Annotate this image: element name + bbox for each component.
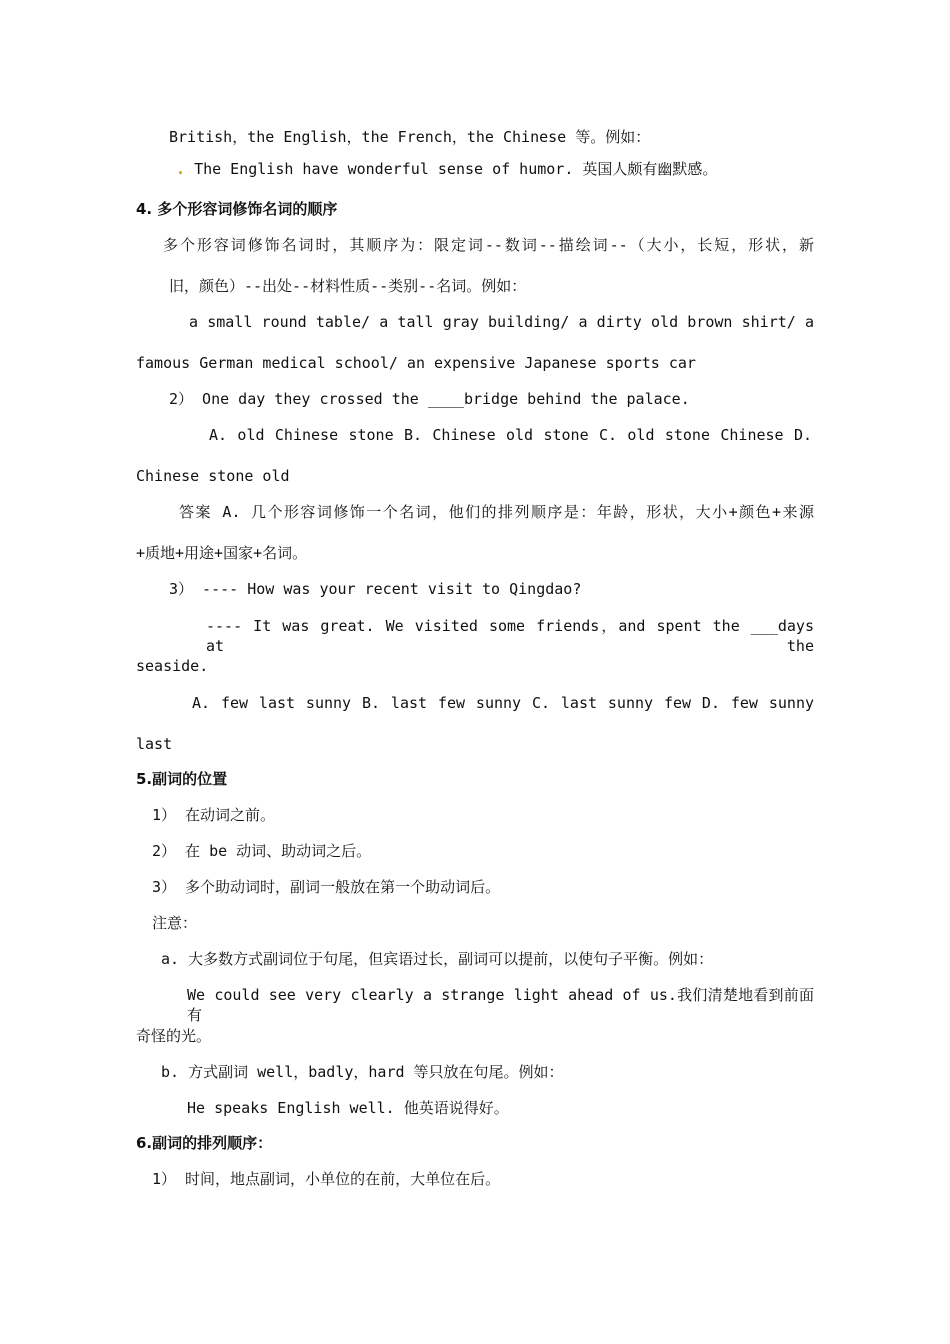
section-heading-4: 4. 多个形容词修饰名词的顺序 bbox=[136, 200, 338, 218]
text-line: +质地+用途+国家+名词。 bbox=[136, 544, 308, 562]
example-sentence: He speaks English well. 他英语说得好。 bbox=[187, 1099, 509, 1117]
text-line: seaside. bbox=[136, 657, 209, 675]
note-label: 注意： bbox=[152, 914, 198, 932]
text-line: a small round table/ a tall gray building/ a dirty old brown shirt/ a bbox=[189, 313, 814, 331]
text-line: ---- It was great. We visited some friends，and spent the ___days at the bbox=[206, 617, 814, 655]
text-line: Chinese stone old bbox=[136, 467, 290, 485]
text-line: British，the English，the French，the Chinese 等。例如： bbox=[169, 128, 651, 146]
note-item: b. 方式副词 well，badly，hard 等只放在句尾。例如： bbox=[161, 1063, 564, 1081]
list-item: 3） 多个助动词时，副词一般放在第一个助动词后。 bbox=[152, 878, 501, 896]
bullet-mark: . bbox=[176, 160, 186, 178]
text-line: 奇怪的光。 bbox=[136, 1027, 212, 1045]
answer-explanation: 答案 A. 几个形容词修饰一个名词，他们的排列顺序是：年龄，形状，大小+颜色+来源 bbox=[179, 503, 814, 521]
text-line: famous German medical school/ an expensive Japanese sports car bbox=[136, 354, 696, 372]
section-heading-6: 6.副词的排列顺序： bbox=[136, 1134, 273, 1152]
answer-options: A. few last sunny B. last few sunny C. last sunny few D. few sunny bbox=[192, 694, 814, 712]
example-sentence: We could see very clearly a strange light ahead of us.我们清楚地看到前面有 bbox=[187, 986, 814, 1024]
text-line: 多个形容词修饰名词时，其顺序为：限定词--数词--描绘词--（大小，长短，形状，新 bbox=[163, 236, 814, 254]
text-line: 旧，颜色）--出处--材料性质--类别--名词。例如： bbox=[169, 277, 527, 295]
answer-options: A. old Chinese stone B. Chinese old stone C. old stone Chinese D. bbox=[209, 426, 812, 444]
list-item: 1） 时间，地点副词，小单位的在前，大单位在后。 bbox=[152, 1170, 501, 1188]
list-item: 2） 在 be 动词、助动词之后。 bbox=[152, 842, 372, 860]
text-line bbox=[176, 159, 717, 179]
question-3: 3） ---- How was your recent visit to Qingdao? bbox=[169, 580, 582, 598]
note-item: a. 大多数方式副词位于句尾，但宾语过长，副词可以提前，以使句子平衡。例如： bbox=[161, 950, 714, 968]
section-heading-5: 5.副词的位置 bbox=[136, 770, 228, 788]
question-2: 2） One day they crossed the ____bridge behind the palace. bbox=[169, 390, 690, 408]
example-sentence: The English have wonderful sense of humor. 英国人颇有幽默感。 bbox=[194, 160, 718, 178]
text-line: last bbox=[136, 735, 173, 753]
list-item: 1） 在动词之前。 bbox=[152, 806, 276, 824]
